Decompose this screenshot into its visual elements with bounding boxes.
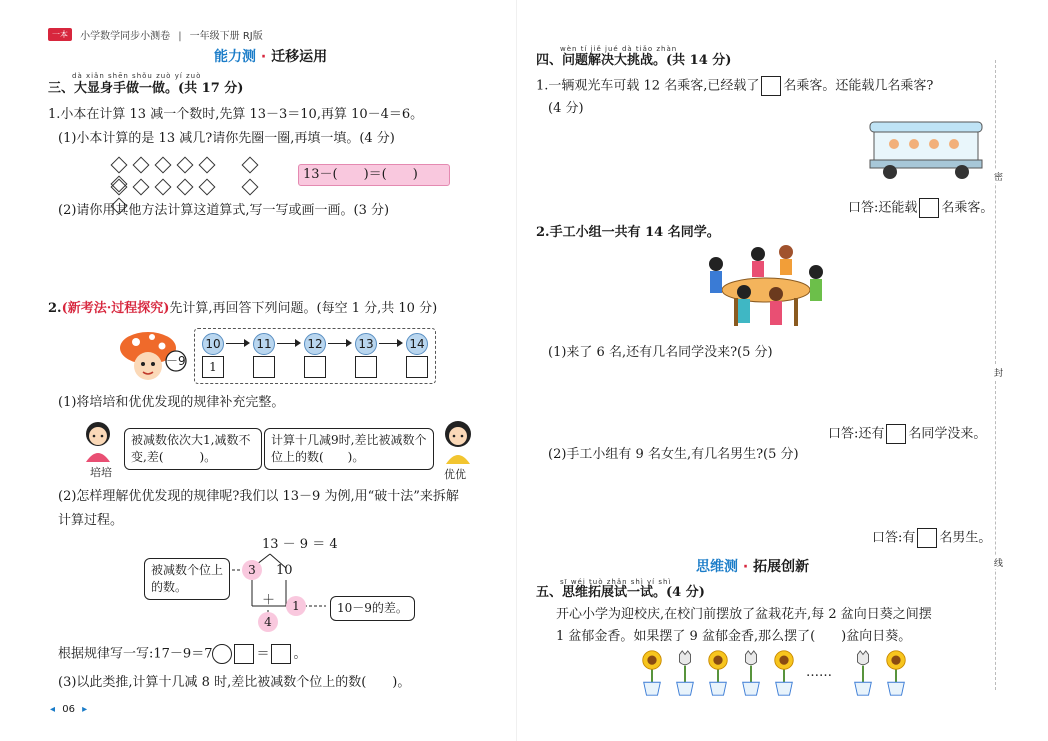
q5-line-1: 开心小学为迎校庆,在校门前摆放了盆栽花卉,每 2 盆向日葵之间摆	[556, 607, 932, 622]
q4-ans2-b: 名同学没来。	[908, 426, 987, 442]
grade-label: 一年级下册 RJ版	[189, 31, 263, 42]
q4-ans2-blank[interactable]	[886, 424, 906, 444]
q2-sub-2b: 计算过程。	[58, 513, 124, 528]
q4-answer-2	[828, 424, 986, 444]
bubble-peipei: 被减数依次大1,减数不变,差( )。	[124, 428, 262, 470]
q4-ans3-a: 口答:有	[872, 530, 916, 546]
q4-p1-blank[interactable]	[761, 76, 781, 96]
sequence-arrow	[328, 343, 350, 344]
sunflower-pot-icon	[884, 646, 908, 700]
page-divider	[516, 0, 517, 741]
q3-sub-1: (1)小本计算的是 13 减几?请你先圈一圈,再填一填。(4 分)	[58, 131, 395, 146]
sunflower-pot-icon	[772, 646, 796, 700]
girl-youyou-image	[438, 418, 478, 464]
handcraft-group-image	[702, 242, 830, 340]
q2-sub-1: (1)将培培和优优发现的规律补充完整。	[58, 395, 285, 410]
section2-title-sub: 拓展创新	[753, 559, 810, 575]
q4-p1-text-b: 名乘客。还能载几名乘客?	[783, 78, 934, 94]
q2-number: 2.	[48, 301, 62, 316]
rule-box-blank-1[interactable]	[234, 644, 254, 664]
sequence-circle: 14	[406, 333, 428, 355]
margin-label-feng: 封	[994, 366, 1003, 379]
sequence-arrow	[277, 343, 299, 344]
q4-title: 四、问题解决大挑战。(共 14 分)	[536, 53, 732, 68]
section-title-main: 能力测	[214, 49, 256, 65]
q3-problem-1: 1.小本在计算 13 减一个数时,先算 13－3＝10,再算 10－4＝6。	[48, 107, 424, 122]
q4-answer-1	[848, 198, 993, 218]
q5-title: 五、思维拓展试一试。(4 分)	[536, 585, 705, 600]
sequence-circle: 10	[202, 333, 224, 355]
q2-header	[48, 300, 437, 318]
sequence-arrow	[226, 343, 248, 344]
sunflower-pot-icon	[706, 646, 730, 700]
q4-ans1-blank[interactable]	[919, 198, 939, 218]
q4-p1-score: (4 分)	[548, 101, 584, 116]
diagram-right-note: 10－9的差。	[330, 596, 415, 621]
rule-line: 根据规律写一写:17－9＝7 ＝ 。	[58, 644, 307, 664]
tulip-pot-icon	[673, 646, 697, 700]
q4-ans2-a: 口答:还有	[828, 426, 885, 442]
section2-title-dot: ·	[742, 559, 749, 575]
q4-problem-1	[536, 76, 933, 96]
diagram-n1: 1	[286, 596, 306, 616]
section-title-thinking	[696, 556, 809, 576]
diagram-plus: ＋	[262, 593, 276, 608]
q4-sub-2: (2)手工小组有 9 名女生,有几名男生?(5 分)	[548, 447, 799, 462]
bubble-youyou: 计算十几减9时,差比被减数个位上的数( )。	[264, 428, 434, 470]
tulip-pot-icon	[739, 646, 763, 700]
q4-ans3-b: 名男生。	[939, 530, 992, 546]
q3-pinyin: dà xiǎn shēn shǒu zuò yí zuò	[72, 72, 202, 80]
diagram-n10: 10	[276, 563, 293, 578]
diagram-equation: 13 － 9 ＝ 4	[262, 537, 338, 552]
q4-problem-2: 2.手工小组一共有 14 名同学。	[536, 225, 720, 240]
q2-sub-3: (3)以此类推,计算十几减 8 时,差比被减数个位上的数( )。	[58, 675, 411, 690]
girl-peipei-image	[78, 418, 118, 462]
diagram-n4: 4	[258, 612, 278, 632]
q5-pinyin: sī wéi tuò zhǎn shì yí shì	[560, 578, 672, 586]
name-youyou: 优优	[444, 468, 466, 481]
header: 一本 小学数学同步小测卷 | 一年级下册 RJ版	[48, 24, 263, 40]
q4-answer-3	[872, 528, 991, 548]
q3-sub-2: (2)请你用其他方法计算这道算式,写一写或画一画。(3 分)	[58, 203, 390, 218]
sequence-circle: 12	[304, 333, 326, 355]
diamond-group	[108, 156, 278, 200]
name-peipei: 培培	[90, 466, 112, 479]
page-number-text: 06	[62, 704, 75, 715]
q2-sub-2a: (2)怎样理解优优发现的规律呢?我们以 13－9 为例,用“破十法”来拆解	[58, 489, 459, 504]
q4-pinyin: wèn tí jiě jué dà tiǎo zhàn	[560, 45, 678, 53]
sunflower-pot-icon	[640, 646, 664, 700]
sequence-answer-box[interactable]	[253, 356, 275, 378]
operator-label: －9	[166, 354, 186, 368]
sequence-answer-box[interactable]: 1	[202, 356, 224, 378]
flower-ellipsis: ……	[806, 665, 832, 680]
sequence-answer-box[interactable]	[355, 356, 377, 378]
sightseeing-bus-image	[864, 116, 988, 180]
section-title-sub: 迁移运用	[271, 49, 328, 65]
q4-sub-1: (1)来了 6 名,还有几名同学没来?(5 分)	[548, 345, 773, 360]
q4-ans1-b: 名乘客。	[941, 200, 994, 216]
rule-circle-blank[interactable]	[212, 644, 232, 664]
q2-text: 先计算,再回答下列问题。(每空 1 分,共 10 分)	[169, 301, 438, 316]
section2-title-main: 思维测	[696, 559, 738, 575]
margin-label-xian: 线	[994, 556, 1003, 569]
sequence-circle: 13	[355, 333, 377, 355]
section-title-ability	[214, 46, 327, 66]
q5-line-2: 1 盆郁金香。如果摆了 9 盆郁金香,那么摆了( )盆向日葵。	[556, 629, 912, 644]
q4-p1-text-a: 1.一辆观光车可载 12 名乘客,已经载了	[536, 78, 760, 94]
section-title-dot: ·	[260, 49, 267, 65]
rule-box-blank-2[interactable]	[271, 644, 291, 664]
tulip-pot-icon	[851, 646, 875, 700]
sequence-answer-box[interactable]	[406, 356, 428, 378]
margin-label-mi: 密	[994, 170, 1003, 183]
q4-ans1-a: 口答:还能载	[848, 200, 918, 216]
diagram-n3: 3	[242, 560, 262, 580]
sequence-arrow	[379, 343, 401, 344]
diagram-left-note: 被减数个位上的数。	[144, 558, 230, 600]
sequence-circle: 11	[253, 333, 275, 355]
series-badge: 一本	[48, 28, 72, 41]
sequence-answer-box[interactable]	[304, 356, 326, 378]
equation-blank[interactable]: 13－( )＝( )	[298, 164, 450, 186]
q2-tag: (新考法·过程探究)	[61, 301, 170, 316]
q3-title: 三、大显身手做一做。(共 17 分)	[48, 81, 244, 96]
series-title: 小学数学同步小测卷	[80, 31, 171, 42]
q4-ans3-blank[interactable]	[917, 528, 937, 548]
rule-text: 根据规律写一写:17－9＝7	[58, 646, 213, 662]
page-number: ◂ 06 ▸	[50, 704, 88, 715]
